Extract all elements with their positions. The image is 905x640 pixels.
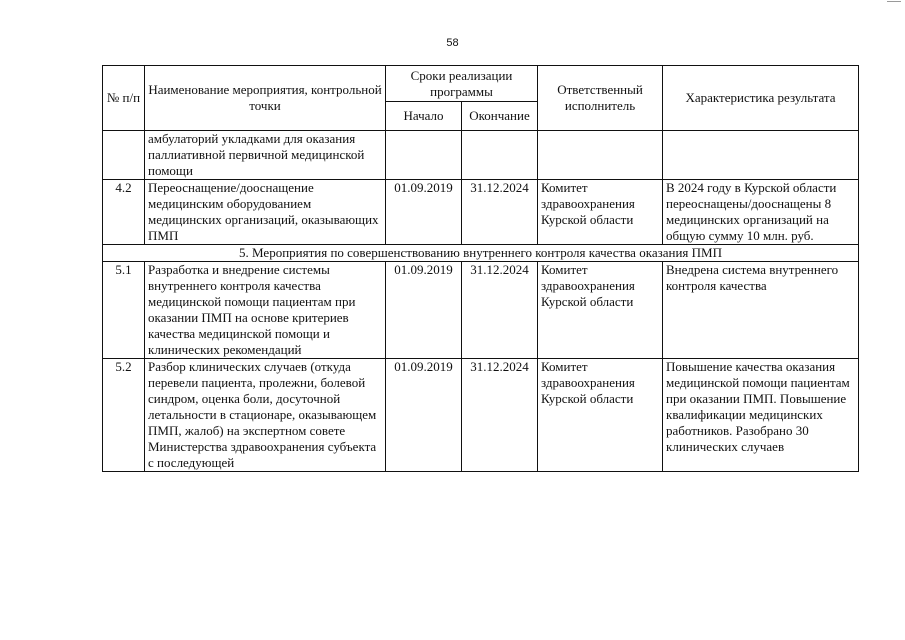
section-title: 5. Мероприятия по совершенствованию внутреннего контроля качества оказания ПМП (103, 245, 859, 262)
row-end: 31.12.2024 (462, 262, 538, 359)
table-row (103, 359, 859, 472)
table-header (103, 66, 859, 131)
row-executor: Комитет здравоохранения Курской области (538, 262, 663, 359)
row-start: 01.09.2019 (386, 262, 462, 359)
header-result: Характеристика результата (663, 66, 859, 131)
row-result: В 2024 году в Курской области переоснащены/дооснащены 8 медицинских организаций на общую сумму 10 млн. руб. (663, 180, 859, 245)
table-row (103, 262, 859, 359)
row-name: амбулаторий укладками для оказания паллиативной первичной медицинской помощи (145, 131, 386, 180)
row-end: 31.12.2024 (462, 359, 538, 472)
row-name: Разработка и внедрение системы внутреннего контроля качества медицинской помощи пациентам при оказании ПМП на основе критериев качества медицинской помощи и клинических рекомендаций (145, 262, 386, 359)
row-executor: Комитет здравоохранения Курской области (538, 359, 663, 472)
row-executor: Комитет здравоохранения Курской области (538, 180, 663, 245)
header-start: Начало (386, 102, 462, 131)
row-num: 5.1 (103, 262, 145, 359)
row-name: Разбор клинических случаев (откуда перевели пациента, пролежни, болевой синдром, оценка боли, досуточной летальности в стационаре, оказывающем ПМП, жалоб) на экспертном совете Министерства здравоохранения субъекта с последующей (145, 359, 386, 472)
row-result (663, 131, 859, 180)
header-name: Наименование мероприятия, контрольной точки (145, 66, 386, 131)
section-row (103, 245, 859, 262)
row-end (462, 131, 538, 180)
row-num: 4.2 (103, 180, 145, 245)
row-end: 31.12.2024 (462, 180, 538, 245)
row-start: 01.09.2019 (386, 359, 462, 472)
header-period: Сроки реализации программы (386, 66, 538, 102)
table-row (103, 180, 859, 245)
row-start (386, 131, 462, 180)
row-num: 5.2 (103, 359, 145, 472)
header-num: № п/п (103, 66, 145, 131)
corner-mark (887, 1, 901, 2)
row-result: Внедрена система внутреннего контроля качества (663, 262, 859, 359)
row-num (103, 131, 145, 180)
program-table (102, 65, 859, 472)
header-executor: Ответственный исполнитель (538, 66, 663, 131)
row-name: Переоснащение/дооснащение медицинским оборудованием медицинских организаций, оказывающих ПМП (145, 180, 386, 245)
row-start: 01.09.2019 (386, 180, 462, 245)
page-number: 58 (446, 37, 459, 49)
row-result: Повышение качества оказания медицинской помощи пациентам при оказании ПМП. Повышение квалификации медицинских работников. Разобрано 30 клинических случаев (663, 359, 859, 472)
table-row (103, 131, 859, 180)
row-executor (538, 131, 663, 180)
header-end: Окончание (462, 102, 538, 131)
